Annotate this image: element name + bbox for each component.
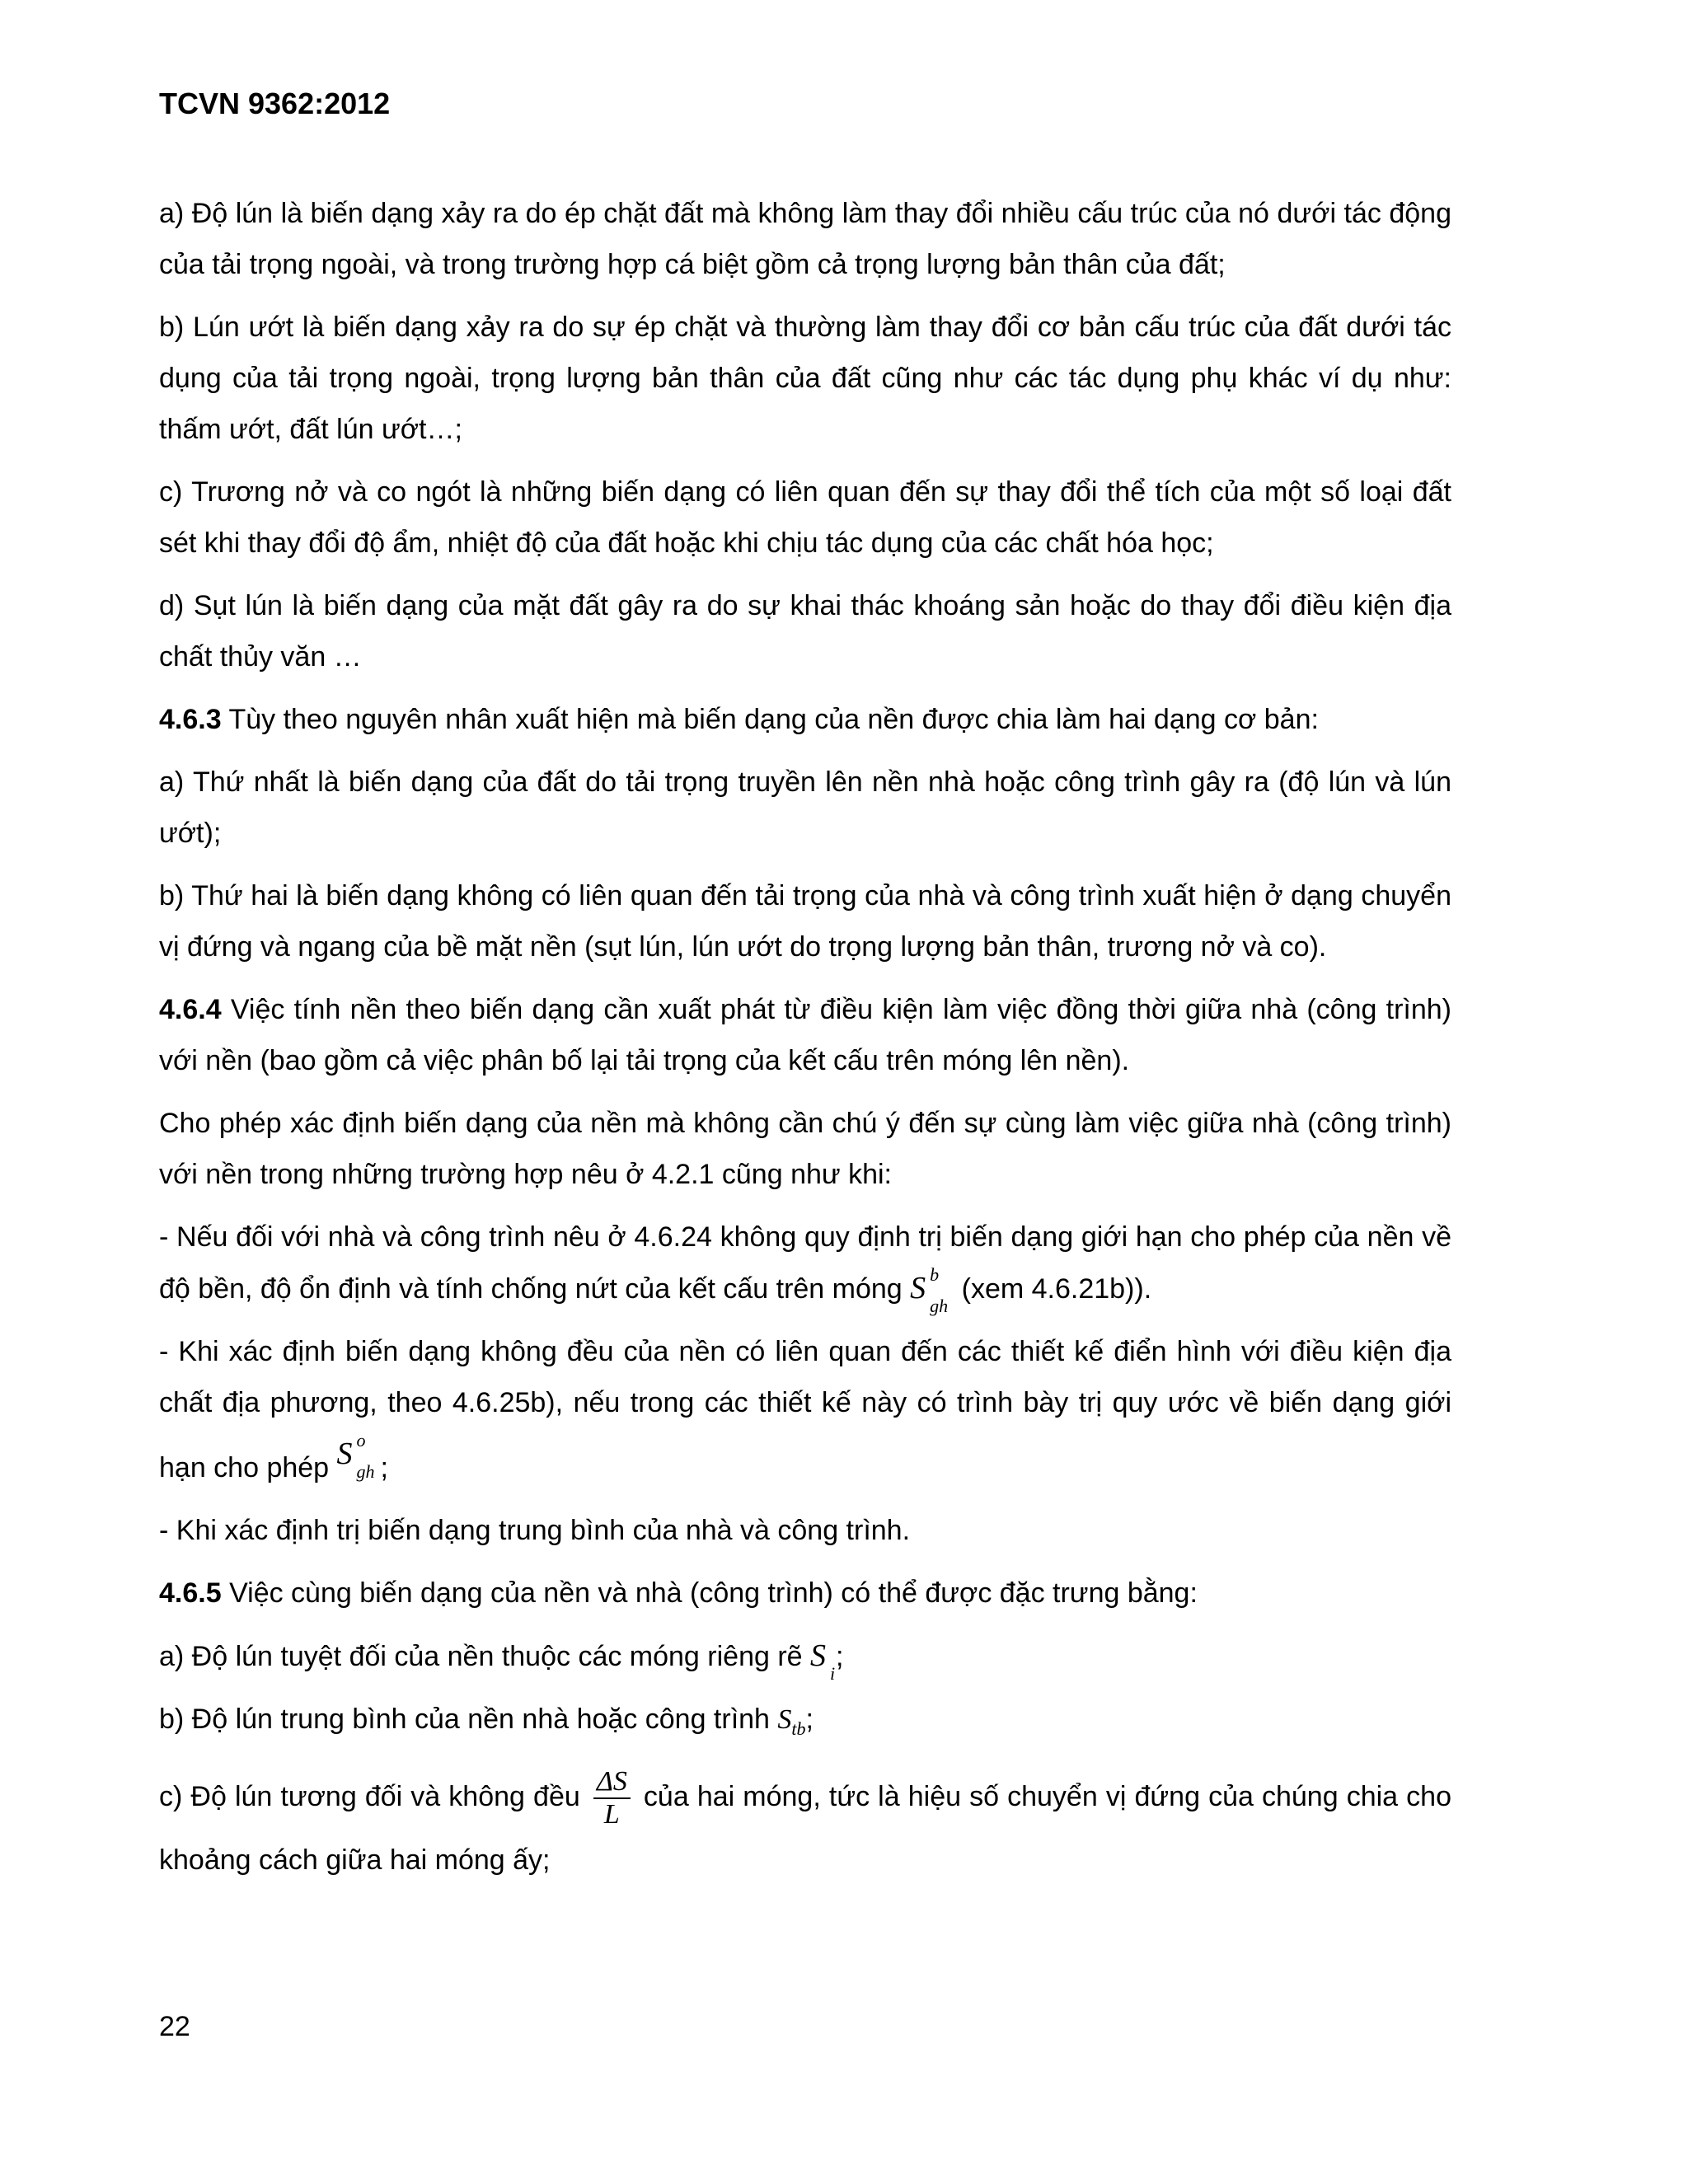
clause-text: Việc cùng biến dạng của nền và nhà (công trình) có thể được đặc trưng bằng:	[221, 1577, 1198, 1609]
clause-number: 4.6.4	[159, 994, 222, 1025]
symbol-s-gh-b: S b gh	[910, 1264, 949, 1316]
paragraph-cho-phep: Cho phép xác định biến dạng của nền mà không cần chú ý đến sự cùng làm việc giữa nhà (công trình) với nền trong những trường hợp nêu ở 4.2.1 cũng như khi:	[159, 1108, 1451, 1190]
bullet-text-end: (xem 4.6.21b)).	[954, 1273, 1152, 1305]
symbol-s-tb: $S_{tb}$	[777, 1704, 806, 1739]
paragraph-b-lun-uot: b) Lún ướt là biến dạng xảy ra do sự ép chặt và thường làm thay đổi cơ bản cấu trúc của đất dưới tác dụng của tải trọng ngoài, trọng lượng bản thân của đất cũng như các tác dụng phụ khác ví dụ như: thấm ướt, đất lún ướt…;	[159, 312, 1451, 445]
item-text: b) Độ lún trung bình của nền nhà hoặc công trình	[159, 1704, 778, 1735]
paragraph-d-sut-lun: d) Sụt lún là biến dạng của mặt đất gây ra do sự khai thác khoáng sản hoặc do thay đổi điều kiện địa chất thủy văn …	[159, 590, 1451, 673]
clause-4-6-4	[159, 984, 1451, 1086]
clause-text: Tùy theo nguyên nhân xuất hiện mà biến dạng của nền được chia làm hai dạng cơ bản:	[221, 704, 1319, 735]
bullet-text: - Nếu đối với nhà và công trình nêu ở 4.6.24 không quy định trị biến dạng giới hạn cho phép của nền về độ bền, độ ổn định và tính chống nứt của kết cấu trên móng	[159, 1221, 1451, 1305]
item-text-end: ;	[805, 1704, 814, 1735]
item-text-end: ;	[836, 1641, 844, 1672]
clause-4-6-5	[159, 1568, 1451, 1619]
clause-number: 4.6.3	[159, 704, 222, 735]
fraction-delta-s-over-l: $\frac{\Delta S}{L}$	[593, 1766, 631, 1830]
paragraph-b-thu-hai: b) Thứ hai là biến dạng không có liên quan đến tải trọng của nhà và công trình xuất hiện ở dạng chuyển vị đứng và ngang của bề mặt nền (sụt lún, lún ướt do trọng lượng bản thân, trương nở và co).	[159, 880, 1451, 963]
item-text: c) Độ lún tương đối và không đều	[159, 1780, 588, 1812]
paragraph-c-truong-no: c) Trương nở và co ngót là những biến dạng có liên quan đến sự thay đổi thể tích của một số loại đất sét khi thay đổi độ ẩm, nhiệt độ của đất hoặc khi chịu tác dụng của các chất hóa học;	[159, 476, 1451, 559]
clause-number: 4.6.5	[159, 1577, 222, 1609]
item-text-end: của hai móng, tức là hiệu số chuyển vị đứng của chúng chia cho khoảng cách giữa hai móng ấy;	[159, 1780, 1451, 1876]
bullet-text: - Khi xác định biến dạng không đều của nền có liên quan đến các thiết kế điển hình với điều kiện địa chất địa phương, theo 4.6.25b), nếu trong các thiết kế này có trình bày trị quy ước về biến dạng giới hạn cho phép	[159, 1336, 1451, 1483]
paragraph-a-lun-tuyet-doi	[159, 1630, 1451, 1682]
paragraph-b-lun-trung-binh	[159, 1694, 1451, 1755]
bullet-text-end: ;	[380, 1452, 388, 1483]
document-body	[159, 188, 1451, 1901]
paragraph-c-lun-tuong-doi	[159, 1766, 1451, 1890]
item-text: a) Độ lún tuyệt đối của nền thuộc các móng riêng rẽ	[159, 1641, 811, 1672]
document-header: TCVN 9362:2012	[159, 87, 391, 120]
bullet-khi-xac-dinh-khong-deu	[159, 1326, 1451, 1493]
bullet-trung-binh: - Khi xác định trị biến dạng trung bình của nhà và công trình.	[159, 1515, 911, 1546]
bullet-neu-doi-voi	[159, 1212, 1451, 1315]
paragraph-a-thu-nhat: a) Thứ nhất là biến dạng của đất do tải trọng truyền lên nền nhà hoặc công trình gây ra (độ lún và lún ướt);	[159, 766, 1451, 849]
symbol-s-gh-o: S o gh	[336, 1430, 375, 1482]
paragraph-a-do-lun: a) Độ lún là biến dạng xảy ra do ép chặt đất mà không làm thay đổi nhiều cấu trúc của nó dưới tác động của tải trọng ngoài, và trong trường hợp cá biệt gồm cả trọng lượng bản thân của đất;	[159, 198, 1451, 280]
symbol-s-i: S i	[810, 1638, 836, 1684]
clause-4-6-3	[159, 694, 1451, 745]
page-number: 22	[159, 2011, 190, 2042]
clause-text: Việc tính nền theo biến dạng cần xuất phát từ điều kiện làm việc đồng thời giữa nhà (công trình) với nền (bao gồm cả việc phân bố lại tải trọng của kết cấu trên móng lên nền).	[159, 994, 1451, 1076]
